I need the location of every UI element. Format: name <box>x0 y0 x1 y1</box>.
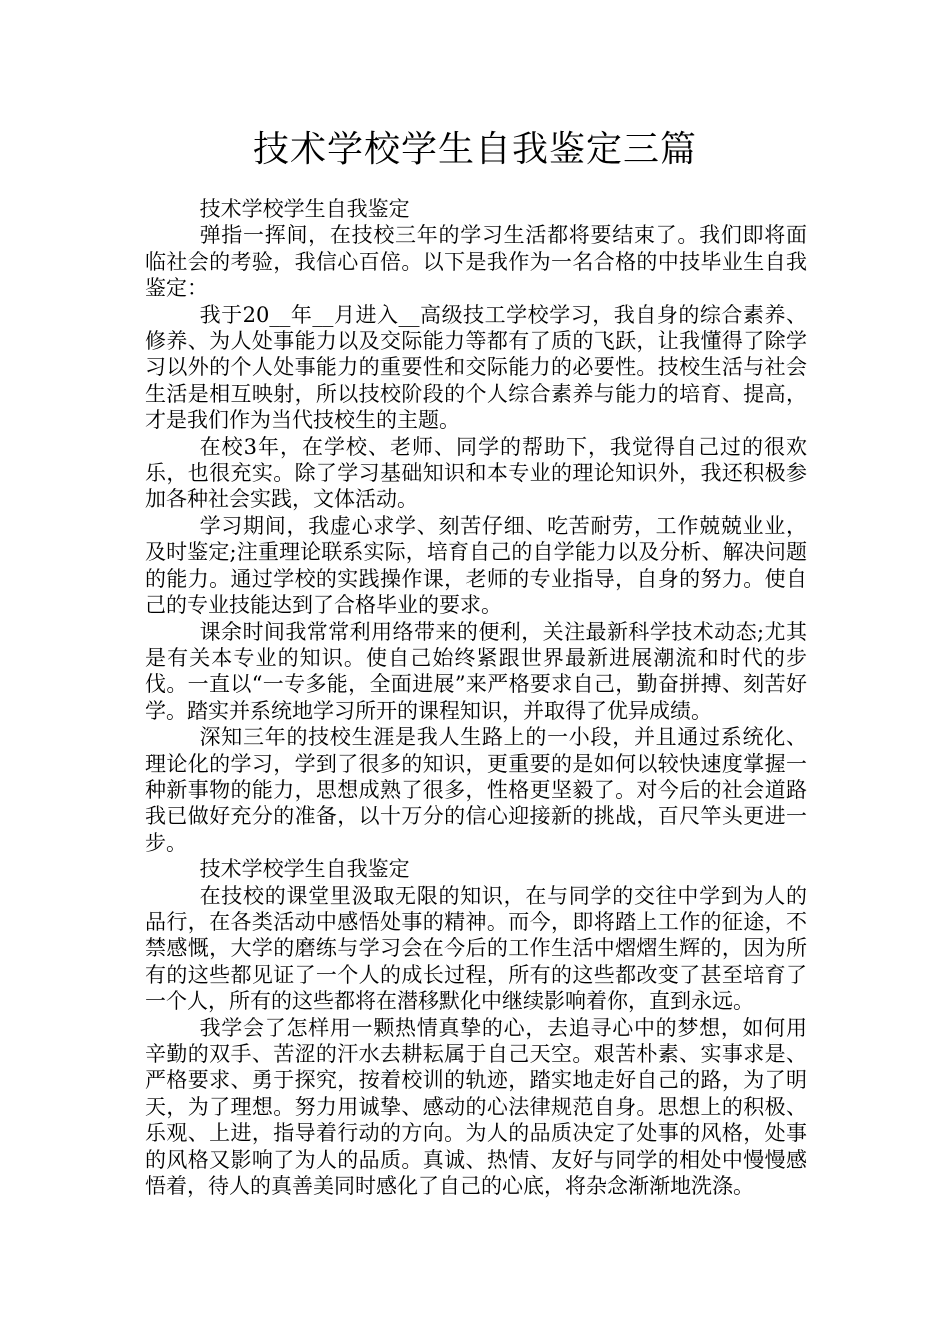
paragraph: 学习期间，我虚心求学、刻苦仔细、吃苦耐劳，工作兢兢业业，及时鉴定;注重理论联系实际，培育自己的自学能力以及分析、解决问题的能力。通过学校的实践操作课，老师的专业指导，自身的努力。使自己的专业技能达到了合格毕业的要求。 <box>145 513 807 618</box>
document-body <box>145 196 807 1199</box>
paragraph-heading-1: 技术学校学生自我鉴定 <box>199 197 410 221</box>
paragraph: 我学会了怎样用一颗热情真挚的心，去追寻心中的梦想，如何用辛勤的双手、苦涩的汗水去耕耘属于自己天空。艰苦朴素、实事求是、严格要求、勇于探究，按着校训的轨迹，踏实地走好自己的路，为了明天，为了理想。努力用诚挚、感动的心法律规范自身。思想上的积极、乐观、上进，指导着行动的方向。为人的品质决定了处事的风格，处事的风格又影响了为人的品质。真诚、热情、友好与同学的相处中慢慢感悟着，待人的真善美同时感化了自己的心底，将杂念渐渐地洗涤。 <box>145 1015 807 1199</box>
paragraph-intro: 弹指一挥间，在技校三年的学习生活都将要结束了。我们即将面临社会的考验，我信心百倍。以下是我作为一名合格的中技毕业生自我鉴定： <box>145 223 807 301</box>
paragraph: 深知三年的技校生涯是我人生路上的一小段，并且通过系统化、理论化的学习，学到了很多的知识，更重要的是如何以较快速度掌握一种新事物的能力，思想成熟了很多，性格更坚毅了。对今后的社会道路我已做好充分的准备，以十万分的信心迎接新的挑战，百尺竿头更进一步。 <box>145 725 807 855</box>
paragraph: 在校3年，在学校、老师、同学的帮助下，我觉得自己过的很欢乐，也很充实。除了学习基础知识和本专业的理论知识外，我还积极参加各种社会实践，文体活动。 <box>145 434 807 512</box>
paragraph-heading-2: 技术学校学生自我鉴定 <box>199 857 410 882</box>
document-title: 技术学校学生自我鉴定三篇 <box>252 129 697 170</box>
paragraph: 我于20__年__月进入__高级技工学校学习，我自身的综合素养、修养、为人处事能力以及交际能力等都有了质的飞跃，让我懂得了除学习以外的个人处事能力的重要性和交际能力的必要性。技校生活与社会生活是相互映射，所以技校阶段的个人综合素养与能力的培育、提高，才是我们作为当代技校生的主题。 <box>145 302 807 433</box>
paragraph: 在技校的课堂里汲取无限的知识，在与同学的交往中学到为人的品行，在各类活动中感悟处事的精神。而今，即将踏上工作的征途，不禁感慨，大学的磨练与学习会在今后的工作生活中熠熠生辉的，因为所有的这些都见证了一个人的成长过程，所有的这些都改变了甚至培育了一个人，所有的这些都将在潜移默化中继续影响着你，直到永远。 <box>145 883 807 1014</box>
paragraph: 课余时间我常常利用络带来的便利，关注最新科学技术动态;尤其是有关本专业的知识。使自己始终紧跟世界最新进展潮流和时代的步伐。一直以“一专多能，全面进展”来严格要求自己，勤奋拼搏、刻苦好学。踏实并系统地学习所开的课程知识，并取得了优异成绩。 <box>145 619 807 723</box>
